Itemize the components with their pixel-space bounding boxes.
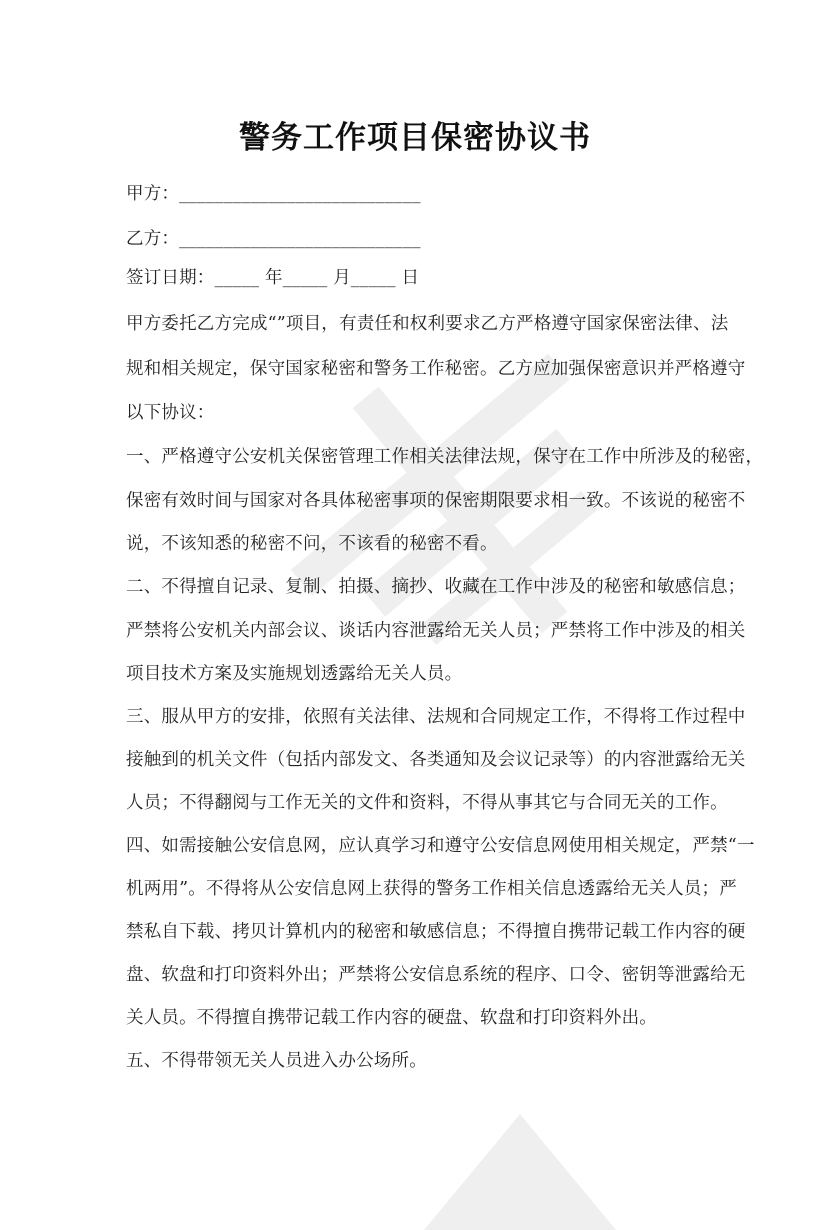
clause-1-line: 说，不该知悉的秘密不问，不该看的秘密不看。	[126, 534, 498, 554]
party-a-field: 甲方：___________________________	[126, 184, 421, 204]
clause-4-line: 机两用”。不得将从公安信息网上获得的警务工作相关信息透露给无关人员；严	[126, 879, 737, 899]
clause-5-line: 五、不得带领无关人员进入办公场所。	[126, 1051, 427, 1071]
clause-4-line: 禁私自下载、拷贝计算机内的秘密和敏感信息；不得擅自携带记载工作内容的硬	[126, 922, 746, 942]
intro-line: 以下协议：	[126, 403, 215, 423]
clause-4-line: 盘、软盘和打印资料外出；严禁将公安信息系统的程序、口令、密钥等泄露给无	[126, 965, 746, 985]
clause-2-line: 项目技术方案及实施规划透露给无关人员。	[126, 664, 463, 684]
clause-1-line: 保密有效时间与国家对各具体秘密事项的保密期限要求相一致。不该说的秘密不	[126, 491, 746, 511]
sign-date-field: 签订日期：_____ 年_____ 月_____ 日	[126, 268, 420, 288]
clause-2-line: 二、不得擅自记录、复制、拍摄、摘抄、收藏在工作中涉及的秘密和敏感信息；	[126, 577, 746, 597]
document-title: 警务工作项目保密协议书	[239, 120, 591, 156]
clause-2-line: 严禁将公安机关内部会议、谈话内容泄露给无关人员；严禁将工作中涉及的相关	[126, 621, 746, 641]
clause-3-line: 接触到的机关文件（包括内部发文、各类通知及会议记录等）的内容泄露给无关	[126, 750, 746, 770]
clause-4-line: 关人员。不得擅自携带记载工作内容的硬盘、软盘和打印资料外出。	[126, 1008, 657, 1028]
clause-1-line: 一、严格遵守公安机关保密管理工作相关法律法规，保守在工作中所涉及的秘密，	[126, 447, 764, 467]
clause-3-line: 三、服从甲方的安排，依照有关法律、法规和合同规定工作，不得将工作过程中	[126, 707, 746, 727]
watermark-logo-bottom	[420, 1110, 620, 1230]
intro-line: 甲方委托乙方完成“”项目，有责任和权利要求乙方严格遵守国家保密法律、法	[126, 314, 729, 334]
party-b-field: 乙方：___________________________	[126, 229, 421, 249]
intro-line: 规和相关规定，保守国家秘密和警务工作秘密。乙方应加强保密意识并严格遵守	[126, 359, 746, 379]
clause-4-line: 四、如需接触公安信息网，应认真学习和遵守公安信息网使用相关规定，严禁“一	[126, 836, 755, 856]
clause-3-line: 人员；不得翻阅与工作无关的文件和资料，不得从事其它与合同无关的工作。	[126, 793, 728, 813]
